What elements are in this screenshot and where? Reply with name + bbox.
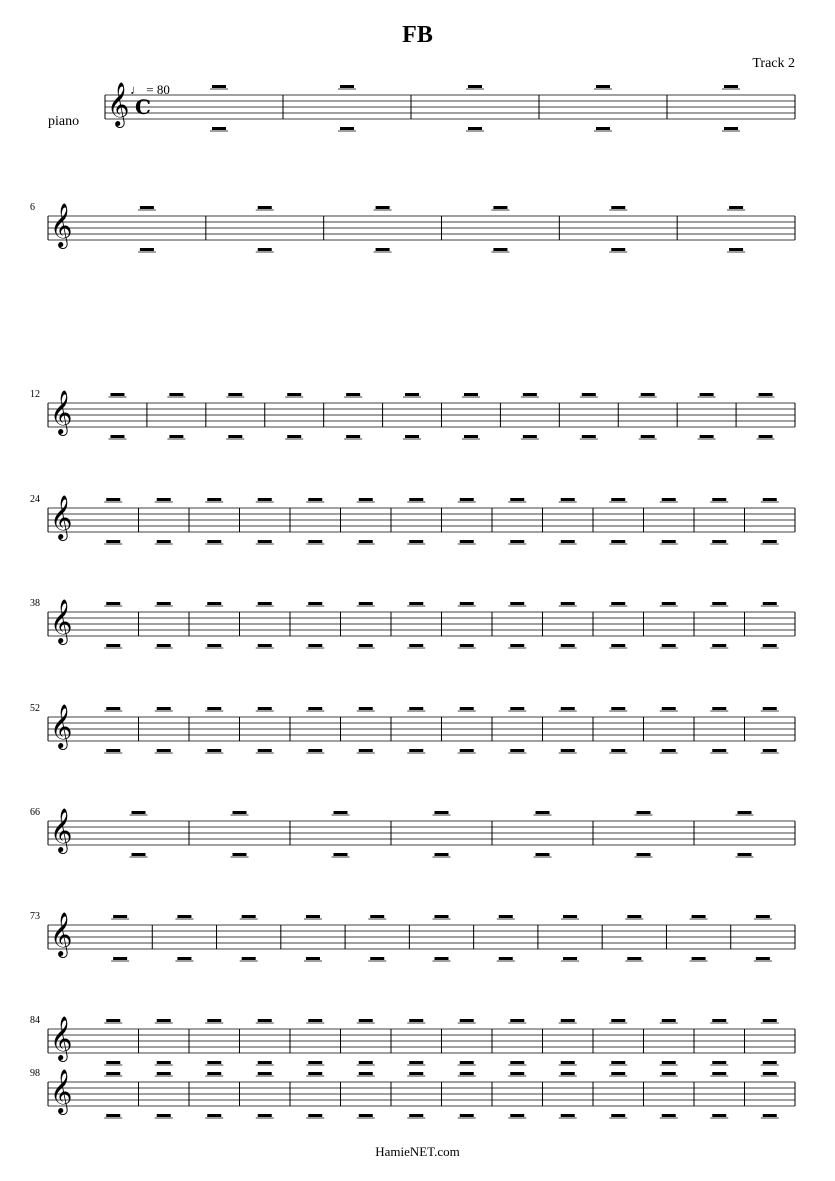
rest-mark bbox=[169, 435, 183, 438]
rest-mark bbox=[359, 498, 373, 501]
rest-mark bbox=[493, 206, 507, 209]
rest-mark bbox=[523, 393, 537, 396]
rest-mark bbox=[308, 602, 322, 605]
rest-mark bbox=[258, 540, 272, 543]
rest-mark bbox=[611, 498, 625, 501]
rest-mark bbox=[157, 707, 171, 710]
treble-clef-icon: 𝄞 bbox=[50, 495, 73, 539]
rest-mark bbox=[306, 957, 320, 960]
rest-mark bbox=[132, 853, 146, 856]
rest-mark bbox=[700, 435, 714, 438]
rest-mark bbox=[582, 435, 596, 438]
staff-system bbox=[105, 82, 795, 131]
instrument-name: piano bbox=[48, 114, 80, 129]
rest-mark bbox=[212, 85, 226, 88]
staff-system bbox=[30, 911, 795, 961]
rest-mark bbox=[536, 811, 550, 814]
rest-mark bbox=[611, 602, 625, 605]
measure-number: 98 bbox=[30, 1068, 40, 1079]
treble-clef-icon: 𝄞 bbox=[50, 704, 73, 748]
rest-mark bbox=[759, 393, 773, 396]
rest-mark bbox=[759, 435, 773, 438]
rest-mark bbox=[692, 957, 706, 960]
rest-mark bbox=[106, 498, 120, 501]
rest-mark bbox=[157, 749, 171, 752]
rest-mark bbox=[242, 957, 256, 960]
rest-mark bbox=[468, 85, 482, 88]
rest-mark bbox=[460, 749, 474, 752]
rest-mark bbox=[207, 498, 221, 501]
rest-mark bbox=[460, 1072, 474, 1075]
rest-mark bbox=[258, 1019, 272, 1022]
rest-mark bbox=[233, 811, 247, 814]
rest-mark bbox=[641, 393, 655, 396]
rest-mark bbox=[359, 1114, 373, 1117]
rest-mark bbox=[308, 749, 322, 752]
rest-mark bbox=[763, 749, 777, 752]
rest-mark bbox=[340, 127, 354, 130]
measure-number: 52 bbox=[30, 703, 40, 714]
rest-mark bbox=[460, 1114, 474, 1117]
rest-mark bbox=[258, 749, 272, 752]
rest-mark bbox=[536, 853, 550, 856]
rest-mark bbox=[207, 540, 221, 543]
rest-mark bbox=[662, 540, 676, 543]
rest-mark bbox=[113, 915, 127, 918]
rest-mark bbox=[258, 707, 272, 710]
rest-mark bbox=[641, 435, 655, 438]
rest-mark bbox=[157, 540, 171, 543]
rest-mark bbox=[611, 1019, 625, 1022]
rest-mark bbox=[662, 602, 676, 605]
rest-mark bbox=[409, 1061, 423, 1064]
staff-system bbox=[30, 1015, 795, 1065]
rest-mark bbox=[763, 602, 777, 605]
rest-mark bbox=[258, 1061, 272, 1064]
rest-mark bbox=[334, 811, 348, 814]
staff-system bbox=[30, 807, 795, 857]
rest-mark bbox=[738, 853, 752, 856]
rest-mark bbox=[308, 540, 322, 543]
rest-mark bbox=[662, 1061, 676, 1064]
rest-mark bbox=[763, 1114, 777, 1117]
rest-mark bbox=[662, 1019, 676, 1022]
staff-system bbox=[30, 202, 795, 252]
rest-mark bbox=[435, 957, 449, 960]
rest-mark bbox=[435, 853, 449, 856]
rest-mark bbox=[308, 1114, 322, 1117]
tempo-marking: ♩ = 80 bbox=[130, 82, 170, 97]
rest-mark bbox=[692, 915, 706, 918]
rest-mark bbox=[110, 393, 124, 396]
rest-mark bbox=[561, 1114, 575, 1117]
rest-mark bbox=[177, 957, 191, 960]
rest-mark bbox=[724, 127, 738, 130]
treble-clef-icon: 𝄞 bbox=[50, 912, 73, 956]
staff-system bbox=[30, 598, 795, 648]
rest-mark bbox=[712, 644, 726, 647]
rest-mark bbox=[561, 644, 575, 647]
rest-mark bbox=[468, 127, 482, 130]
rest-mark bbox=[370, 957, 384, 960]
measure-number: 24 bbox=[30, 494, 40, 505]
rest-mark bbox=[207, 1072, 221, 1075]
measure-number: 66 bbox=[30, 807, 40, 818]
rest-mark bbox=[340, 85, 354, 88]
treble-clef-icon: 𝄞 bbox=[50, 599, 73, 643]
rest-mark bbox=[435, 811, 449, 814]
rest-mark bbox=[563, 915, 577, 918]
rest-mark bbox=[346, 393, 360, 396]
rest-mark bbox=[106, 707, 120, 710]
rest-mark bbox=[169, 393, 183, 396]
treble-clef-icon: 𝄞 bbox=[50, 203, 73, 247]
rest-mark bbox=[563, 957, 577, 960]
rest-mark bbox=[409, 749, 423, 752]
rest-mark bbox=[561, 1019, 575, 1022]
rest-mark bbox=[376, 248, 390, 251]
rest-mark bbox=[729, 248, 743, 251]
rest-mark bbox=[258, 1114, 272, 1117]
rest-mark bbox=[662, 707, 676, 710]
rest-mark bbox=[207, 1019, 221, 1022]
rest-mark bbox=[712, 1019, 726, 1022]
rest-mark bbox=[611, 707, 625, 710]
rest-mark bbox=[228, 435, 242, 438]
measure-number: 38 bbox=[30, 598, 40, 609]
rest-mark bbox=[464, 393, 478, 396]
rest-mark bbox=[756, 957, 770, 960]
rest-mark bbox=[582, 393, 596, 396]
rest-mark bbox=[207, 749, 221, 752]
rest-mark bbox=[712, 749, 726, 752]
rest-mark bbox=[306, 915, 320, 918]
staff-system bbox=[30, 389, 795, 439]
footer-credit: HamieNET.com bbox=[375, 1144, 460, 1159]
rest-mark bbox=[460, 1061, 474, 1064]
rest-mark bbox=[258, 206, 272, 209]
rest-mark bbox=[637, 853, 651, 856]
rest-mark bbox=[729, 206, 743, 209]
rest-mark bbox=[233, 853, 247, 856]
rest-mark bbox=[106, 1114, 120, 1117]
rest-mark bbox=[611, 540, 625, 543]
rest-mark bbox=[207, 1061, 221, 1064]
rest-mark bbox=[113, 957, 127, 960]
rest-mark bbox=[157, 644, 171, 647]
rest-mark bbox=[308, 644, 322, 647]
rest-mark bbox=[106, 602, 120, 605]
rest-mark bbox=[308, 1072, 322, 1075]
rest-mark bbox=[409, 602, 423, 605]
rest-mark bbox=[763, 1072, 777, 1075]
rest-mark bbox=[157, 1019, 171, 1022]
rest-mark bbox=[611, 1072, 625, 1075]
rest-mark bbox=[359, 1072, 373, 1075]
rest-mark bbox=[763, 498, 777, 501]
rest-mark bbox=[561, 707, 575, 710]
rest-mark bbox=[435, 915, 449, 918]
rest-mark bbox=[405, 435, 419, 438]
rest-mark bbox=[510, 540, 524, 543]
rest-mark bbox=[207, 602, 221, 605]
rest-mark bbox=[510, 749, 524, 752]
rest-mark bbox=[409, 707, 423, 710]
rest-mark bbox=[409, 1114, 423, 1117]
rest-mark bbox=[359, 602, 373, 605]
rest-mark bbox=[561, 749, 575, 752]
rest-mark bbox=[712, 540, 726, 543]
rest-mark bbox=[359, 540, 373, 543]
rest-mark bbox=[712, 498, 726, 501]
rest-mark bbox=[763, 1061, 777, 1064]
rest-mark bbox=[106, 540, 120, 543]
rest-mark bbox=[460, 540, 474, 543]
rest-mark bbox=[493, 248, 507, 251]
rest-mark bbox=[561, 498, 575, 501]
rest-mark bbox=[712, 1114, 726, 1117]
rest-mark bbox=[308, 1019, 322, 1022]
rest-mark bbox=[258, 644, 272, 647]
staff-system bbox=[30, 1068, 795, 1118]
rest-mark bbox=[359, 749, 373, 752]
rest-mark bbox=[228, 393, 242, 396]
rest-mark bbox=[712, 602, 726, 605]
rest-mark bbox=[359, 1061, 373, 1064]
rest-mark bbox=[523, 435, 537, 438]
rest-mark bbox=[637, 811, 651, 814]
staff-system bbox=[30, 703, 795, 753]
rest-mark bbox=[409, 1072, 423, 1075]
rest-mark bbox=[140, 206, 154, 209]
rest-mark bbox=[712, 1072, 726, 1075]
rest-mark bbox=[409, 644, 423, 647]
rest-mark bbox=[106, 1019, 120, 1022]
rest-mark bbox=[611, 1061, 625, 1064]
rest-mark bbox=[405, 393, 419, 396]
rest-mark bbox=[308, 707, 322, 710]
rest-mark bbox=[464, 435, 478, 438]
rest-mark bbox=[157, 1114, 171, 1117]
rest-mark bbox=[106, 1061, 120, 1064]
measure-number: 6 bbox=[30, 202, 35, 213]
rest-mark bbox=[207, 1114, 221, 1117]
rest-mark bbox=[157, 498, 171, 501]
rest-mark bbox=[242, 915, 256, 918]
rest-mark bbox=[258, 498, 272, 501]
rest-mark bbox=[763, 1019, 777, 1022]
rest-mark bbox=[627, 957, 641, 960]
treble-clef-icon: 𝄞 bbox=[50, 1069, 73, 1113]
rest-mark bbox=[499, 915, 513, 918]
rest-mark bbox=[712, 1061, 726, 1064]
rest-mark bbox=[763, 644, 777, 647]
rest-mark bbox=[157, 1072, 171, 1075]
rest-mark bbox=[510, 498, 524, 501]
rest-mark bbox=[409, 540, 423, 543]
score-title: FB bbox=[402, 22, 433, 48]
measure-number: 84 bbox=[30, 1015, 40, 1026]
rest-mark bbox=[763, 540, 777, 543]
rest-mark bbox=[561, 1072, 575, 1075]
rest-mark bbox=[258, 1072, 272, 1075]
rest-mark bbox=[308, 1061, 322, 1064]
rest-mark bbox=[712, 707, 726, 710]
rest-mark bbox=[106, 1072, 120, 1075]
rest-mark bbox=[258, 248, 272, 251]
rest-mark bbox=[738, 811, 752, 814]
rest-mark bbox=[359, 1019, 373, 1022]
rest-mark bbox=[561, 1061, 575, 1064]
rest-mark bbox=[359, 707, 373, 710]
rest-mark bbox=[460, 602, 474, 605]
rest-mark bbox=[207, 644, 221, 647]
rest-mark bbox=[510, 707, 524, 710]
rest-mark bbox=[662, 644, 676, 647]
rest-mark bbox=[140, 248, 154, 251]
rest-mark bbox=[460, 498, 474, 501]
rest-mark bbox=[724, 85, 738, 88]
staff-system bbox=[30, 494, 795, 544]
rest-mark bbox=[460, 644, 474, 647]
rest-mark bbox=[510, 1072, 524, 1075]
rest-mark bbox=[611, 206, 625, 209]
rest-mark bbox=[376, 206, 390, 209]
score-subtitle: Track 2 bbox=[752, 56, 795, 71]
rest-mark bbox=[207, 707, 221, 710]
rest-mark bbox=[596, 127, 610, 130]
rest-mark bbox=[611, 248, 625, 251]
rest-mark bbox=[499, 957, 513, 960]
treble-clef-icon: 𝄞 bbox=[50, 1016, 73, 1060]
rest-mark bbox=[561, 540, 575, 543]
treble-clef-icon: 𝄞 bbox=[107, 82, 130, 126]
rest-mark bbox=[106, 749, 120, 752]
rest-mark bbox=[287, 393, 301, 396]
rest-mark bbox=[510, 1061, 524, 1064]
rest-mark bbox=[700, 393, 714, 396]
rest-mark bbox=[763, 707, 777, 710]
rest-mark bbox=[110, 435, 124, 438]
treble-clef-icon: 𝄞 bbox=[50, 390, 73, 434]
rest-mark bbox=[510, 1114, 524, 1117]
rest-mark bbox=[212, 127, 226, 130]
rest-mark bbox=[662, 1114, 676, 1117]
rest-mark bbox=[662, 1072, 676, 1075]
measure-number: 12 bbox=[30, 389, 40, 400]
rest-mark bbox=[460, 1019, 474, 1022]
rest-mark bbox=[106, 644, 120, 647]
rest-mark bbox=[510, 644, 524, 647]
rest-mark bbox=[334, 853, 348, 856]
rest-mark bbox=[409, 498, 423, 501]
rest-mark bbox=[359, 644, 373, 647]
rest-mark bbox=[611, 1114, 625, 1117]
rest-mark bbox=[346, 435, 360, 438]
rest-mark bbox=[756, 915, 770, 918]
time-signature: C bbox=[135, 95, 151, 119]
rest-mark bbox=[157, 1061, 171, 1064]
rest-mark bbox=[561, 602, 575, 605]
rest-mark bbox=[662, 749, 676, 752]
rest-mark bbox=[510, 1019, 524, 1022]
rest-mark bbox=[370, 915, 384, 918]
treble-clef-icon: 𝄞 bbox=[50, 808, 73, 852]
rest-mark bbox=[460, 707, 474, 710]
rest-mark bbox=[662, 498, 676, 501]
rest-mark bbox=[611, 644, 625, 647]
rest-mark bbox=[177, 915, 191, 918]
rest-mark bbox=[287, 435, 301, 438]
rest-mark bbox=[409, 1019, 423, 1022]
rest-mark bbox=[258, 602, 272, 605]
rest-mark bbox=[611, 749, 625, 752]
measure-number: 73 bbox=[30, 911, 40, 922]
rest-mark bbox=[132, 811, 146, 814]
rest-mark bbox=[596, 85, 610, 88]
rest-mark bbox=[157, 602, 171, 605]
rest-mark bbox=[510, 602, 524, 605]
rest-mark bbox=[627, 915, 641, 918]
rest-mark bbox=[308, 498, 322, 501]
